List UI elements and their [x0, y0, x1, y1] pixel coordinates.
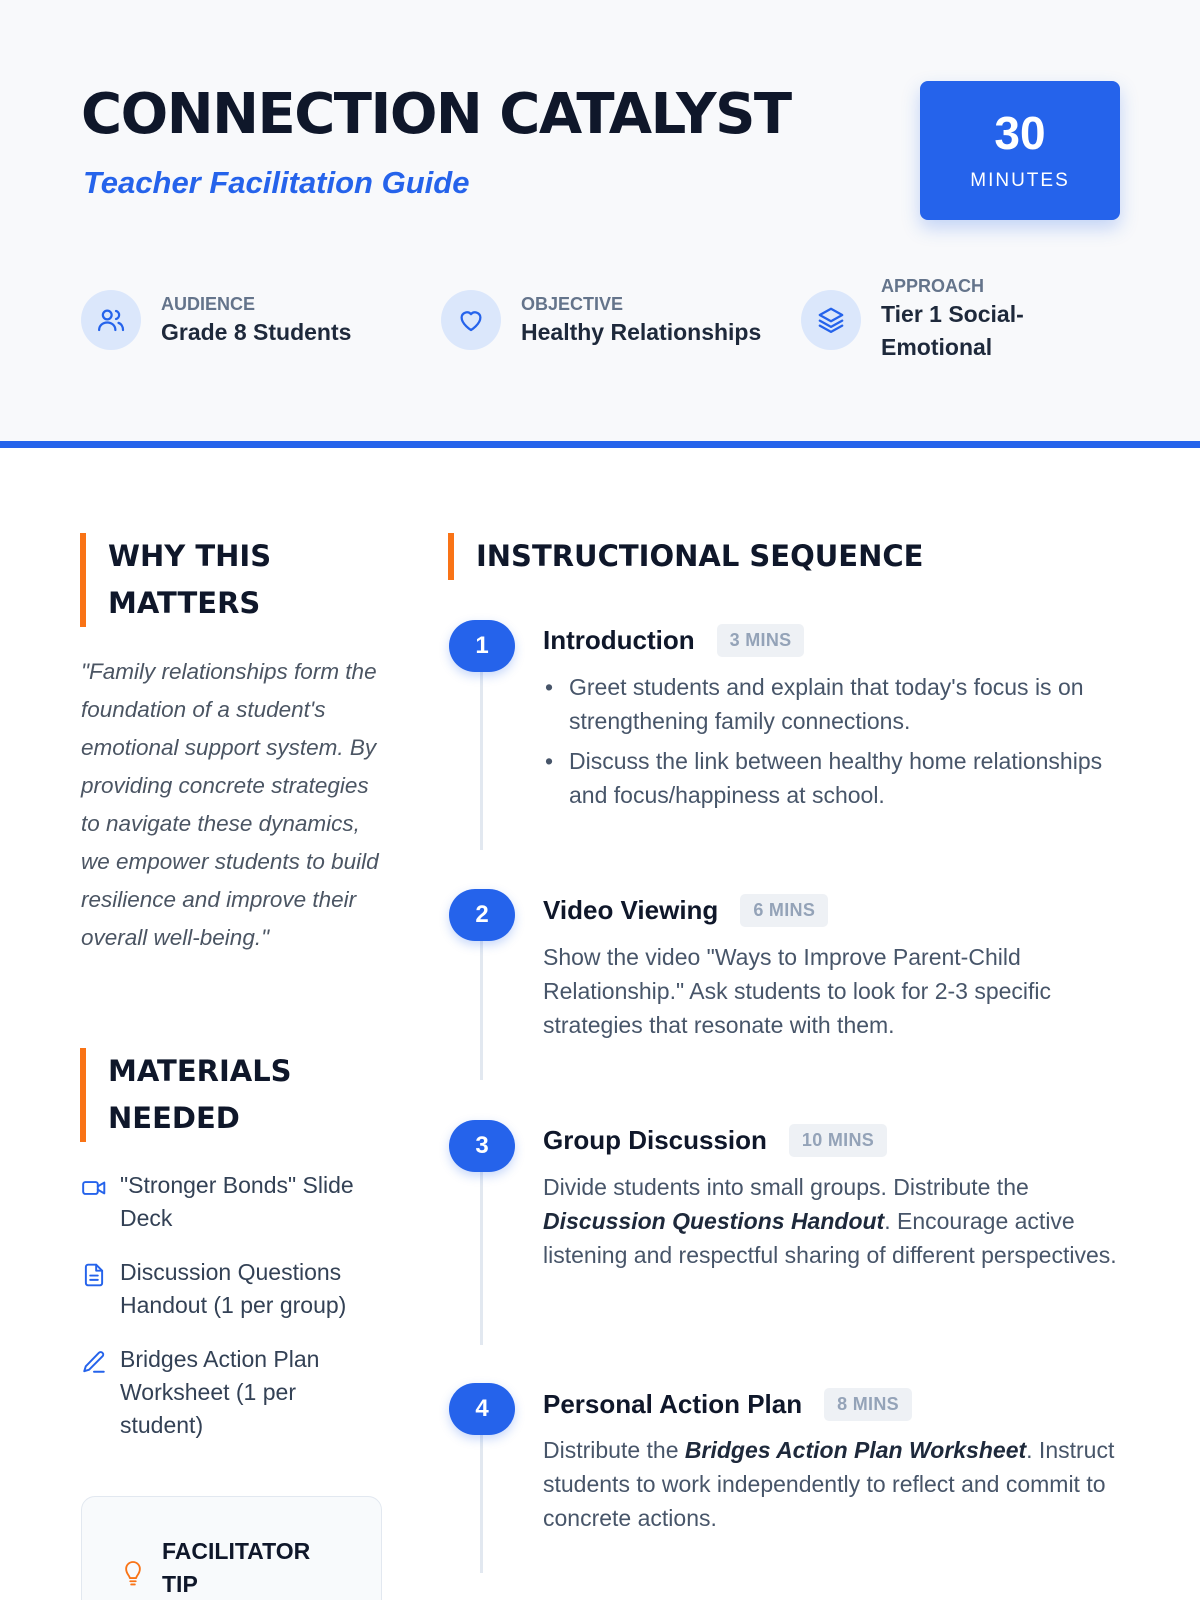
step-number: 1: [449, 620, 515, 672]
step-heading: [543, 1388, 912, 1421]
page-header: [0, 0, 1200, 448]
pencil-icon: [81, 1349, 107, 1375]
duration-value: 30: [994, 107, 1046, 159]
step-number: 3: [449, 1120, 515, 1172]
why-quote: "Family relationships form the foundation of a student's emotional support system. By providing concrete strategies to navigate these dynamics, we empower students to build resilience and improve their overall well-being.": [81, 659, 379, 950]
meta-approach: [801, 272, 1131, 372]
heart-icon: [441, 290, 501, 350]
material-label: Bridges Action Plan Worksheet (1 per student): [120, 1346, 320, 1438]
meta-value: Healthy Relationships: [521, 319, 762, 345]
step-number: 2: [449, 889, 515, 941]
page-title: CONNECTION CATALYST: [81, 82, 791, 147]
meta-objective: [441, 290, 771, 390]
step-duration-badge: 3 MINS: [717, 624, 805, 657]
step-text: . Encourage active listening and respectful sharing of different perspectives.: [543, 1208, 1117, 1268]
step-description: Show the video "Ways to Improve Parent-Child Relationship." Ask students to look for 2-3 specific strategies that resonate with them.: [543, 944, 1052, 1038]
material-label: "Stronger Bonds" Slide Deck: [120, 1172, 354, 1231]
meta-label: APPROACH: [881, 276, 985, 296]
why-heading: WHY THIS MATTERS: [80, 533, 340, 627]
step-text: . Instruct students to work independently to reflect and commit to concrete actions.: [543, 1437, 1115, 1531]
materials-heading: MATERIALS NEEDED: [80, 1048, 340, 1142]
handout-name: Discussion Questions Handout: [543, 1208, 885, 1234]
meta-value: Tier 1 Social-Emotional: [881, 301, 1024, 360]
meta-audience: [81, 290, 411, 390]
layers-icon: [801, 290, 861, 350]
page-subtitle: Teacher Facilitation Guide: [83, 165, 470, 200]
step-heading: [543, 1124, 887, 1157]
step-duration-badge: 6 MINS: [740, 894, 828, 927]
step-duration-badge: 8 MINS: [824, 1388, 912, 1421]
step-title: Group Discussion: [543, 1125, 767, 1155]
worksheet-name: Bridges Action Plan Worksheet: [684, 1437, 1027, 1463]
facilitator-tip-card: [81, 1496, 382, 1600]
step-duration-badge: 10 MINS: [789, 1124, 887, 1157]
material-label: Discussion Questions Handout (1 per group): [120, 1259, 347, 1318]
step-title: Video Viewing: [543, 895, 719, 925]
step-description: [543, 1170, 1123, 1272]
step-bullet: • Greet students and explain that today's focus is on strengthening family connections.: [543, 670, 1123, 738]
step-heading: [543, 894, 828, 927]
step-title: Introduction: [543, 625, 695, 655]
facilitator-tip-title: FACILITATOR TIP: [162, 1538, 311, 1597]
timeline-connector: [480, 1145, 483, 1345]
meta-value: Grade 8 Students: [161, 319, 352, 345]
lightbulb-icon: [122, 1559, 144, 1592]
sequence-heading: INSTRUCTIONAL SEQUENCE: [448, 533, 1148, 580]
step-bullet: • Discuss the link between healthy home relationships and focus/happiness at school.: [543, 744, 1123, 812]
duration-badge: [920, 81, 1120, 220]
document-icon: [81, 1262, 107, 1288]
step-number: 4: [449, 1383, 515, 1435]
step-text: Distribute the: [543, 1437, 685, 1463]
meta-label: AUDIENCE: [161, 294, 256, 314]
duration-unit: MINUTES: [970, 170, 1070, 191]
meta-label: OBJECTIVE: [521, 294, 624, 314]
video-icon: [81, 1175, 107, 1201]
users-icon: [81, 290, 141, 350]
step-description: [543, 1433, 1123, 1535]
step-title: Personal Action Plan: [543, 1389, 803, 1419]
step-text: Divide students into small groups. Distribute the: [543, 1174, 1029, 1200]
step-heading: [543, 624, 804, 657]
timeline-connector: [480, 644, 483, 850]
step-body: [543, 670, 1123, 818]
